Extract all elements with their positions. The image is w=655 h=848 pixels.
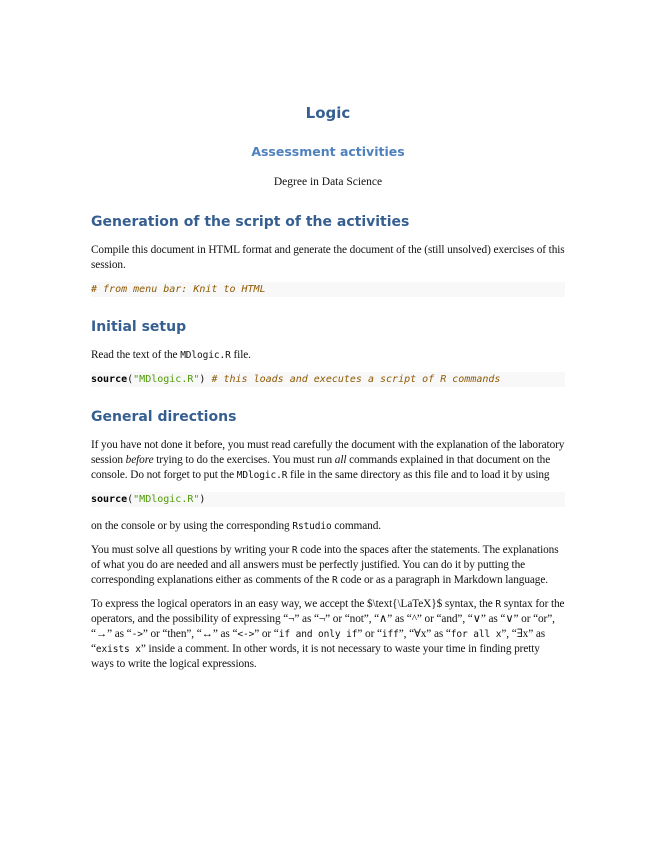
section-heading-setup: Initial setup	[91, 319, 187, 335]
document-title: Logic	[305, 104, 351, 122]
directions-paragraph-4: To express the logical operators in an easy way, we accept the $\text{\LaTeX}$ syntax, the R syntax for the operators, and the possibility of expressing “¬” as “¬” or “not”, “∧” as “^” or “and”, “∨” as “∨” or “or”, “→” as “->” or “then”, “↔” as “<->” or “if and only if” or “iff”, “∀x” as “for all x”, “∃x” as “exists x” inside a comment. In other words, it is not necessary to waste your time in finding pretty ways to write the logical expressions.	[91, 598, 565, 670]
directions-paragraph-2: on the console or by using the corresponding Rstudio command.	[91, 520, 381, 532]
document-subtitle: Assessment activities	[251, 144, 405, 159]
code-block-source-2: source("MDlogic.R")	[91, 492, 565, 507]
section-paragraph-generation: Compile this document in HTML format and generate the document of the (still unsolved) exercises of this session.	[91, 244, 565, 271]
code-block-knit	[91, 282, 565, 297]
inline-code-file: MDlogic.R	[180, 350, 231, 361]
section-heading-generation: Generation of the script of the activities	[91, 214, 410, 230]
section-paragraph-setup: Read the text of the MDlogic.R file.	[91, 349, 251, 361]
document-page	[91, 96, 565, 681]
directions-paragraph-3: You must solve all questions by writing your R code into the spaces after the statements. The explanations of what you do are needed and all answers must be perfectly justified. You can do it by putting the corresponding explanations either as comments of the R code or as a paragraph in Markdown language.	[91, 544, 559, 586]
inline-code-file: MDlogic.R	[236, 470, 288, 481]
code-comment: # from menu bar: Knit to HTML	[91, 284, 266, 295]
code-block-source: source("MDlogic.R") # this loads and executes a script of R commands	[91, 372, 565, 387]
section-heading-directions: General directions	[91, 409, 237, 425]
document-degree: Degree in Data Science	[273, 176, 383, 188]
directions-paragraph-1: If you have not done it before, you must read carefully the document with the explanation of the laboratory session before trying to do the exercises. You must run all commands explained in that document on the console. Do not forget to put the MDlogic.R file in the same directory as this file and to load it by using	[91, 439, 565, 481]
